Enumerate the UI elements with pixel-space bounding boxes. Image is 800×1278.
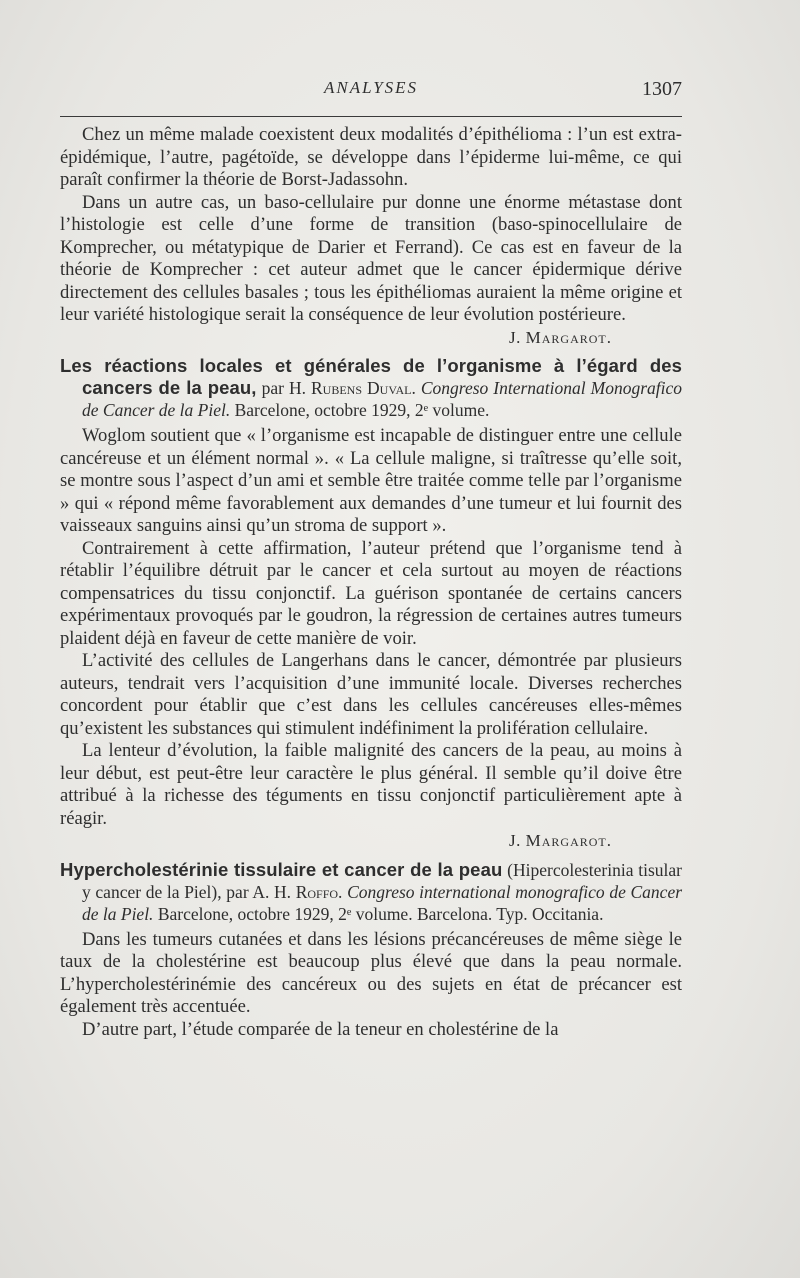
- entry-congress: Congreso International Monografico de Cancer de la Piel.: [82, 378, 683, 420]
- entry-title: Les réactions locales et générales de l’organisme à l’égard des cancers de la peau,: [60, 355, 682, 398]
- entry-title: Hypercholestérinie tissulaire et cancer de la peau: [60, 858, 503, 880]
- signature: [60, 327, 612, 350]
- entry-congress: Congreso international monografico de Cancer de la Piel.: [82, 881, 683, 924]
- abstract-entry: [60, 355, 682, 853]
- paragraph: Chez un même malade coexistent deux modalités d’épithélioma : l’un est extra-épidémique, l’autre, pagétoïde, se développe dans l’épiderme lui-même, ce qui paraît confirmer la théorie de Borst-Jadassohn.: [60, 124, 682, 190]
- entry-by: par A. H.: [226, 881, 292, 902]
- running-head: ANALYSES: [323, 78, 419, 97]
- entry-place: Barcelone, octobre 1929, 2ᵉ volume.: [234, 400, 490, 420]
- entry-author: Rubens Duval.: [311, 378, 416, 398]
- paragraph: L’activité des cellules de Langerhans dans le cancer, démontrée par plusieurs auteurs, tendrait vers l’acquisition d’une immunité locale. Diverses recherches concordent pour établir que c’est dans les cellules cancéreuses elles-mêmes qu’existent les substances qui stimulent indéfiniment la prolifération cellulaire.: [60, 650, 682, 739]
- signature: [60, 830, 612, 853]
- entry-by: par H.: [261, 378, 306, 398]
- paragraph: La lenteur d’évolution, la faible malignité des cancers de la peau, au moins à leur début, est peut-être leur caractère le plus général. Il semble qu’il doive être attribué à la richesse des téguments en tissu conjonctif particulièrement apte à réagir.: [60, 740, 682, 829]
- paragraph: Contrairement à cette affirmation, l’auteur prétend que l’organisme tend à rétablir l’équilibre détruit par le cancer et cela surtout au moyen de réactions compensatrices du tissu conjonctif. La guérison spontanée de certains cancers expérimentaux provoqués par le goudron, la régression de certaines autres tumeurs plaident déjà en faveur de cette manière de voir.: [60, 537, 682, 649]
- entry-subtitle: (Hipercolesterinia tisular y cancer de la Piel),: [82, 859, 682, 902]
- page-number: 1307: [642, 78, 682, 100]
- paragraph: D’autre part, l’étude comparée de la teneur en cholestérine de la: [82, 1018, 559, 1040]
- header-rule: [60, 116, 682, 117]
- paragraph: Woglom soutient que « l’organisme est incapable de distinguer entre une cellule cancéreuse et un élément normal ». « La cellule maligne, si traîtresse qu’elle soit, se montre sous l’aspect d’un ami et semble être traitée comme telle par l’organisme » qui « répond même favorablement aux demandes d’une tumeur et lui fournit des vaisseaux sanguins ainsi qu’un stroma de support ».: [60, 425, 682, 536]
- signature-initial: J.: [509, 327, 521, 347]
- paragraph: Dans les tumeurs cutanées et dans les lésions précancéreuses de même siège le taux de la cholestérine est beaucoup plus élevé que dans la peau normale. L’hypercholestérinémie des cancéreux ou des sujets en état de précancer est également très accentuée.: [60, 928, 682, 1017]
- entry-reference: [60, 859, 682, 925]
- page-header: [60, 78, 682, 108]
- paragraph: Dans un autre cas, un baso-cellulaire pur donne une énorme métastase dont l’histologie est celle d’une forme de transition (baso-spinocellulaire de Komprecher, ou métatypique de Darier et Ferrand). Ce cas est en faveur de la théorie de Komprecher : cet auteur admet que le cancer épidermique dérive directement des cellules basales ; tous les épithéliomas auraient la même origine et leur variété histologique serait la conséquence de leur évolution postérieure.: [60, 191, 682, 325]
- abstract-entry: [60, 859, 682, 1042]
- entry-author: Roffo.: [295, 881, 343, 902]
- entry-place: Barcelone, octobre 1929, 2ᵉ volume. Barcelona. Typ. Occitania.: [157, 903, 604, 924]
- page-body: [60, 124, 682, 1041]
- signature-name: Margarot.: [525, 831, 612, 850]
- entry-reference: [60, 355, 682, 421]
- signature-name: Margarot.: [525, 327, 612, 347]
- signature-initial: J.: [509, 831, 521, 850]
